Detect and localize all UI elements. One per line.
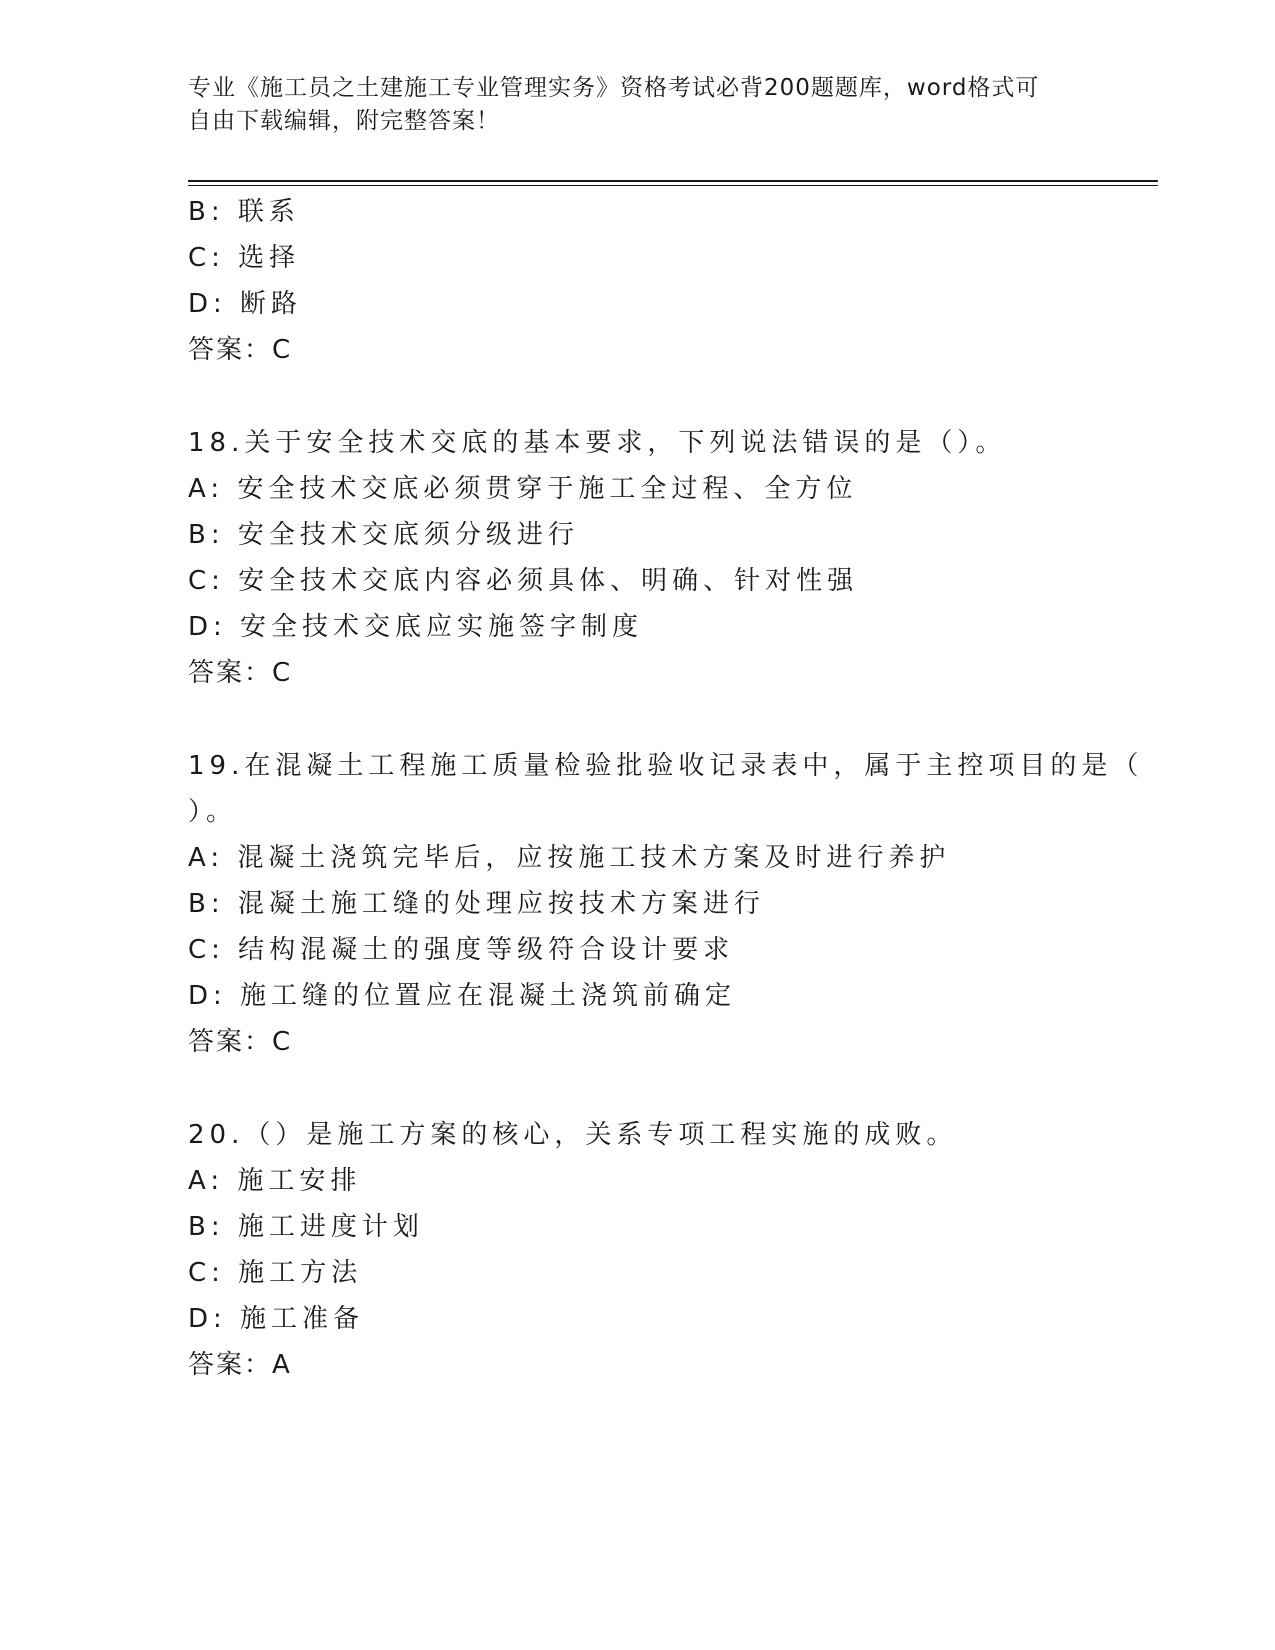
- option-a: A: 安全技术交底必须贯穿于施工全过程、全方位: [188, 474, 858, 504]
- answer: 答案：C: [188, 658, 293, 688]
- option-c: C: 施工方法: [188, 1258, 363, 1288]
- option-c: C: 选择: [188, 243, 301, 273]
- answer: 答案：C: [188, 335, 293, 365]
- question-text-line-1: 19.在混凝土工程施工质量检验批验收记录表中，属于主控项目的是（: [188, 751, 1144, 781]
- option-d: D: 安全技术交底应实施签字制度: [188, 612, 644, 642]
- question-19: [188, 743, 1144, 1065]
- option-b: B: 施工进度计划: [188, 1212, 424, 1242]
- question-20: [188, 1112, 1088, 1388]
- option-c: C: 结构混凝土的强度等级符合设计要求: [188, 935, 735, 965]
- question-text: 18.关于安全技术交底的基本要求，下列说法错误的是（）。: [188, 428, 1007, 458]
- header-title-line-1: 专业《施工员之土建施工专业管理实务》资格考试必背200题题库，word格式可: [188, 75, 1040, 101]
- document-header: [188, 72, 1068, 138]
- option-d: D: 施工缝的位置应在混凝土浇筑前确定: [188, 981, 737, 1011]
- question-17-tail: [188, 189, 1088, 373]
- option-d: D: 施工准备: [188, 1304, 365, 1334]
- question-list: [188, 189, 1144, 1388]
- option-a: A: 施工安排: [188, 1166, 362, 1196]
- header-divider-thick: [188, 180, 1158, 182]
- question-text: 20.（）是施工方案的核心，关系专项工程实施的成败。: [188, 1120, 958, 1150]
- header-title-line-2: 自由下载编辑，附完整答案！: [188, 108, 500, 134]
- option-b: B: 混凝土施工缝的处理应按技术方案进行: [188, 889, 765, 919]
- option-d: D: 断路: [188, 289, 303, 319]
- option-c: C: 安全技术交底内容必须具体、明确、针对性强: [188, 566, 859, 596]
- header-divider-thin: [188, 185, 1158, 186]
- answer: 答案：C: [188, 1027, 293, 1057]
- option-b: B: 安全技术交底须分级进行: [188, 520, 579, 550]
- question-text-line-2: ）。: [188, 797, 238, 827]
- question-18: [188, 420, 1088, 696]
- option-b: B: 联系: [188, 197, 300, 227]
- option-a: A: 混凝土浇筑完毕后，应按施工技术方案及时进行养护: [188, 843, 951, 873]
- answer: 答案：A: [188, 1350, 292, 1380]
